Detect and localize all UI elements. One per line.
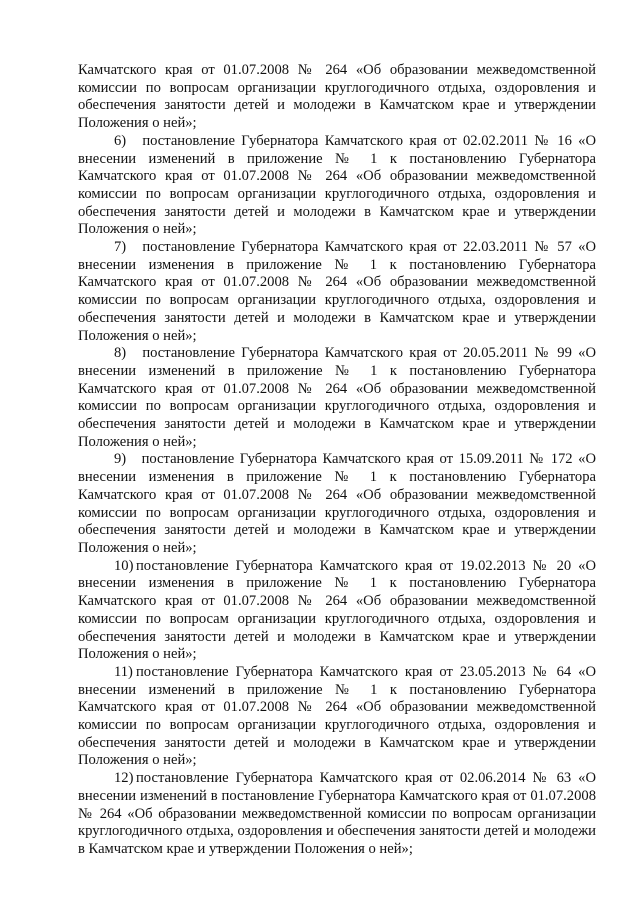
list-item-number: 7) [114, 239, 127, 256]
list-item-text: постановление Губернатора Камчатского края от 19.02.2013 № 20 «О внесении изменения в приложение № 1 к постановлению Губернатора Камчатского края от 01.07.2008 № 264 «Об образовании межведомственной комиссии по вопросам организации круглогодичного отдыха, оздоровления и обеспечения занятости детей и молодежи в Камчатском крае и утверждении Положения о ней»; [78, 557, 596, 663]
list-item-6 [78, 133, 596, 239]
list-item-text: постановление Губернатора Камчатского края от 02.02.2011 № 16 «О внесении изменений в приложение № 1 к постановлению Губернатора Камчатского края от 01.07.2008 № 264 «Об образовании межведомственной комиссии по вопросам организации круглогодичного отдыха, оздоровления и обеспечения занятости детей и молодежи в Камчатском крае и утверждении Положения о ней»; [78, 132, 596, 238]
list-item-number: 12) [114, 770, 134, 787]
list-item-number: 11) [114, 663, 133, 680]
list-item-11 [78, 664, 596, 770]
document-body [78, 62, 596, 859]
list-item-text: постановление Губернатора Камчатского края от 15.09.2011 № 172 «О внесении изменения в приложение № 1 к постановлению Губернатора Камчатского края от 01.07.2008 № 264 «Об образовании межведомственной комиссии по вопросам организации круглогодичного отдыха, оздоровления и обеспечения занятости детей и молодежи в Камчатском крае и утверждении Положения о ней»; [78, 451, 596, 556]
list-item-10 [78, 558, 596, 664]
list-item-number: 9) [114, 451, 127, 468]
list-item-7 [78, 239, 596, 345]
list-item-number: 10) [114, 557, 134, 574]
list-item-9 [78, 451, 596, 557]
list-item-text: постановление Губернатора Камчатского края от 23.05.2013 № 64 «О внесении изменений в приложение № 1 к постановлению Губернатора Камчатского края от 01.07.2008 № 264 «Об образовании межведомственной комиссии по вопросам организации круглогодичного отдыха, оздоровления и обеспечения занятости детей и молодежи в Камчатском крае и утверждении Положения о ней»; [78, 663, 596, 769]
list-item-text: постановление Губернатора Камчатского края от 20.05.2011 № 99 «О внесении изменений в приложение № 1 к постановлению Губернатора Камчатского края от 01.07.2008 № 264 «Об образовании межведомственной комиссии по вопросам организации круглогодичного отдыха, оздоровления и обеспечения занятости детей и молодежи в Камчатском крае и утверждении Положения о ней»; [78, 345, 596, 450]
continuation-paragraph: Камчатского края от 01.07.2008 № 264 «Об образовании межведомственной комиссии по вопросам организации круглогодичного отдыха, оздоровления и обеспечения занятости детей и молодежи в Камчатском крае и утверждении Положения о ней»; [78, 62, 596, 132]
list-item-text: постановление Губернатора Камчатского края от 02.06.2014 № 63 «О внесении изменений в постановление Губернатора Камчатского края от 01.07.2008 № 264 «Об образовании межведомственной комиссии по вопросам организации круглогодичного отдыха, оздоровления и обеспечения занятости детей и молодежи в Камчатском крае и утверждении Положения о ней»; [78, 770, 596, 857]
list-item-12 [78, 770, 596, 859]
list-item-8 [78, 345, 596, 451]
list-item-text: постановление Губернатора Камчатского края от 22.03.2011 № 57 «О внесении изменения в приложение № 1 к постановлению Губернатора Камчатского края от 01.07.2008 № 264 «Об образовании межведомственной комиссии по вопросам организации круглогодичного отдыха, оздоровления и обеспечения занятости детей и молодежи в Камчатском крае и утверждении Положения о ней»; [78, 239, 596, 344]
list-item-number: 8) [114, 345, 127, 362]
list-item-number: 6) [114, 132, 127, 149]
